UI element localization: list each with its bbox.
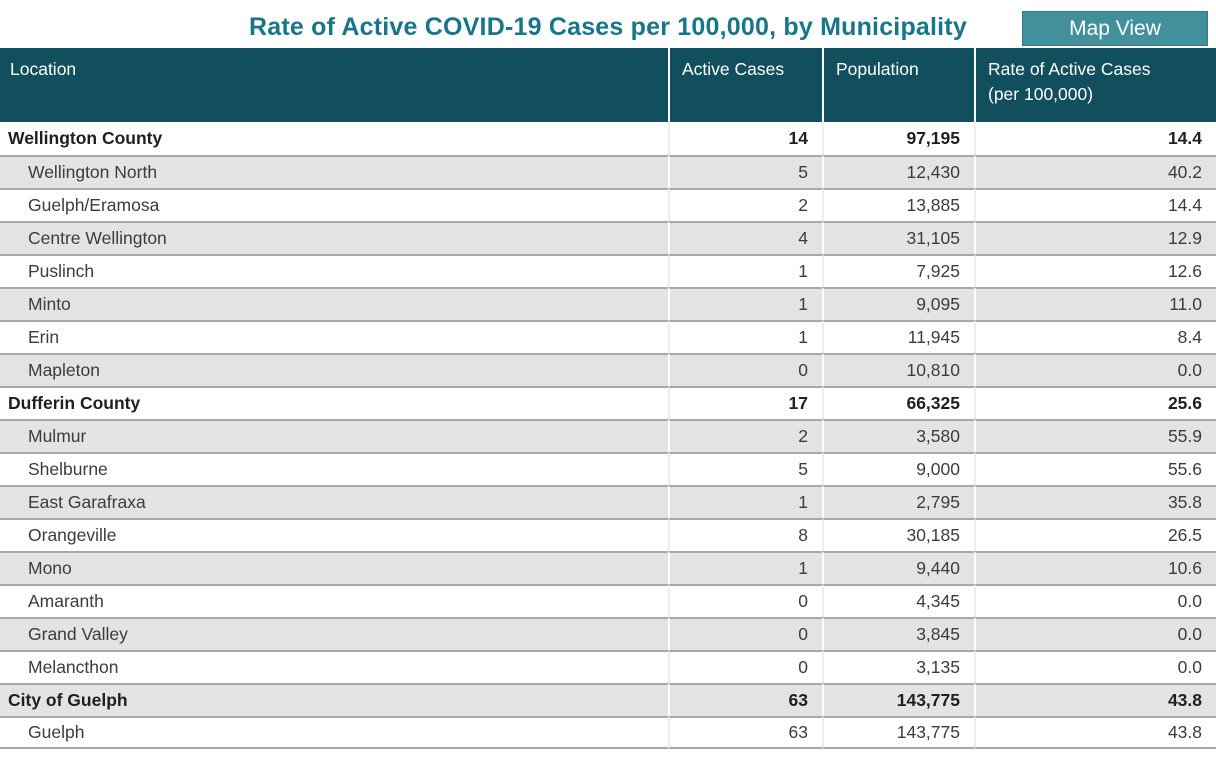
location-cell: Mapleton	[0, 353, 668, 386]
location-cell: East Garafraxa	[0, 485, 668, 518]
population-cell: 3,580	[822, 419, 974, 452]
active-cases-cell: 2	[668, 188, 822, 221]
rate-cell: 40.2	[974, 155, 1216, 188]
table-row[interactable]	[0, 221, 1216, 254]
rate-cell: 0.0	[974, 353, 1216, 386]
active-cases-cell: 5	[668, 452, 822, 485]
column-header-active-cases[interactable]: Active Cases	[668, 48, 822, 122]
rate-cell: 55.9	[974, 419, 1216, 452]
rate-cell: 26.5	[974, 518, 1216, 551]
table-row[interactable]	[0, 518, 1216, 551]
active-cases-cell: 0	[668, 353, 822, 386]
location-cell: Shelburne	[0, 452, 668, 485]
location-cell: Dufferin County	[0, 386, 668, 419]
active-cases-cell: 14	[668, 122, 822, 155]
active-cases-cell: 4	[668, 221, 822, 254]
location-cell: Melancthon	[0, 650, 668, 683]
active-cases-cell: 8	[668, 518, 822, 551]
population-cell: 13,885	[822, 188, 974, 221]
location-cell: Orangeville	[0, 518, 668, 551]
table-row[interactable]	[0, 485, 1216, 518]
active-cases-cell: 63	[668, 683, 822, 716]
location-cell: Minto	[0, 287, 668, 320]
location-cell: Amaranth	[0, 584, 668, 617]
table-row[interactable]	[0, 386, 1216, 419]
table-row[interactable]	[0, 683, 1216, 716]
location-cell: Puslinch	[0, 254, 668, 287]
population-cell: 9,440	[822, 551, 974, 584]
rate-cell: 14.4	[974, 188, 1216, 221]
table-body	[0, 122, 1216, 749]
table-row[interactable]	[0, 551, 1216, 584]
table-row[interactable]	[0, 716, 1216, 749]
active-cases-cell: 1	[668, 254, 822, 287]
population-cell: 66,325	[822, 386, 974, 419]
location-cell: Wellington County	[0, 122, 668, 155]
active-cases-cell: 0	[668, 617, 822, 650]
population-cell: 9,095	[822, 287, 974, 320]
active-cases-cell: 1	[668, 485, 822, 518]
table-row[interactable]	[0, 452, 1216, 485]
rate-cell: 0.0	[974, 617, 1216, 650]
population-cell: 31,105	[822, 221, 974, 254]
active-cases-cell: 5	[668, 155, 822, 188]
active-cases-cell: 1	[668, 551, 822, 584]
location-cell: Guelph	[0, 716, 668, 749]
population-cell: 10,810	[822, 353, 974, 386]
rate-cell: 8.4	[974, 320, 1216, 353]
table-row[interactable]	[0, 584, 1216, 617]
location-cell: Grand Valley	[0, 617, 668, 650]
column-header-population[interactable]: Population	[822, 48, 974, 122]
table-row[interactable]	[0, 122, 1216, 155]
table-row[interactable]	[0, 287, 1216, 320]
location-cell: City of Guelph	[0, 683, 668, 716]
active-cases-cell: 63	[668, 716, 822, 749]
population-cell: 97,195	[822, 122, 974, 155]
table-row[interactable]	[0, 650, 1216, 683]
active-cases-cell: 0	[668, 650, 822, 683]
population-cell: 7,925	[822, 254, 974, 287]
population-cell: 3,845	[822, 617, 974, 650]
active-cases-cell: 1	[668, 320, 822, 353]
rate-cell: 10.6	[974, 551, 1216, 584]
rate-cell: 55.6	[974, 452, 1216, 485]
population-cell: 4,345	[822, 584, 974, 617]
map-view-button[interactable]: Map View	[1022, 11, 1208, 46]
rate-cell: 35.8	[974, 485, 1216, 518]
rate-cell: 25.6	[974, 386, 1216, 419]
population-cell: 9,000	[822, 452, 974, 485]
location-cell: Centre Wellington	[0, 221, 668, 254]
population-cell: 143,775	[822, 683, 974, 716]
location-cell: Guelph/Eramosa	[0, 188, 668, 221]
column-header-rate-line2: (per 100,000)	[988, 84, 1094, 105]
rate-cell: 12.9	[974, 221, 1216, 254]
location-cell: Erin	[0, 320, 668, 353]
table-row[interactable]	[0, 617, 1216, 650]
rate-cell: 12.6	[974, 254, 1216, 287]
table-row[interactable]	[0, 353, 1216, 386]
rate-cell: 11.0	[974, 287, 1216, 320]
covid-rate-table	[0, 48, 1216, 749]
rate-cell: 0.0	[974, 584, 1216, 617]
active-cases-cell: 0	[668, 584, 822, 617]
table-header-row	[0, 48, 1216, 122]
active-cases-cell: 17	[668, 386, 822, 419]
population-cell: 30,185	[822, 518, 974, 551]
top-bar	[0, 0, 1216, 48]
population-cell: 3,135	[822, 650, 974, 683]
location-cell: Wellington North	[0, 155, 668, 188]
table-row[interactable]	[0, 320, 1216, 353]
column-header-rate[interactable]	[974, 48, 1216, 122]
rate-cell: 43.8	[974, 683, 1216, 716]
table-row[interactable]	[0, 419, 1216, 452]
location-cell: Mulmur	[0, 419, 668, 452]
rate-cell: 43.8	[974, 716, 1216, 749]
table-row[interactable]	[0, 254, 1216, 287]
population-cell: 143,775	[822, 716, 974, 749]
table-row[interactable]	[0, 155, 1216, 188]
rate-cell: 14.4	[974, 122, 1216, 155]
population-cell: 12,430	[822, 155, 974, 188]
population-cell: 11,945	[822, 320, 974, 353]
population-cell: 2,795	[822, 485, 974, 518]
table-row[interactable]	[0, 188, 1216, 221]
column-header-rate-line1: Rate of Active Cases	[988, 59, 1151, 79]
column-header-location[interactable]: Location	[0, 48, 668, 122]
active-cases-cell: 1	[668, 287, 822, 320]
rate-cell: 0.0	[974, 650, 1216, 683]
page-title: Rate of Active COVID-19 Cases per 100,000, by Municipality	[249, 13, 967, 41]
location-cell: Mono	[0, 551, 668, 584]
active-cases-cell: 2	[668, 419, 822, 452]
